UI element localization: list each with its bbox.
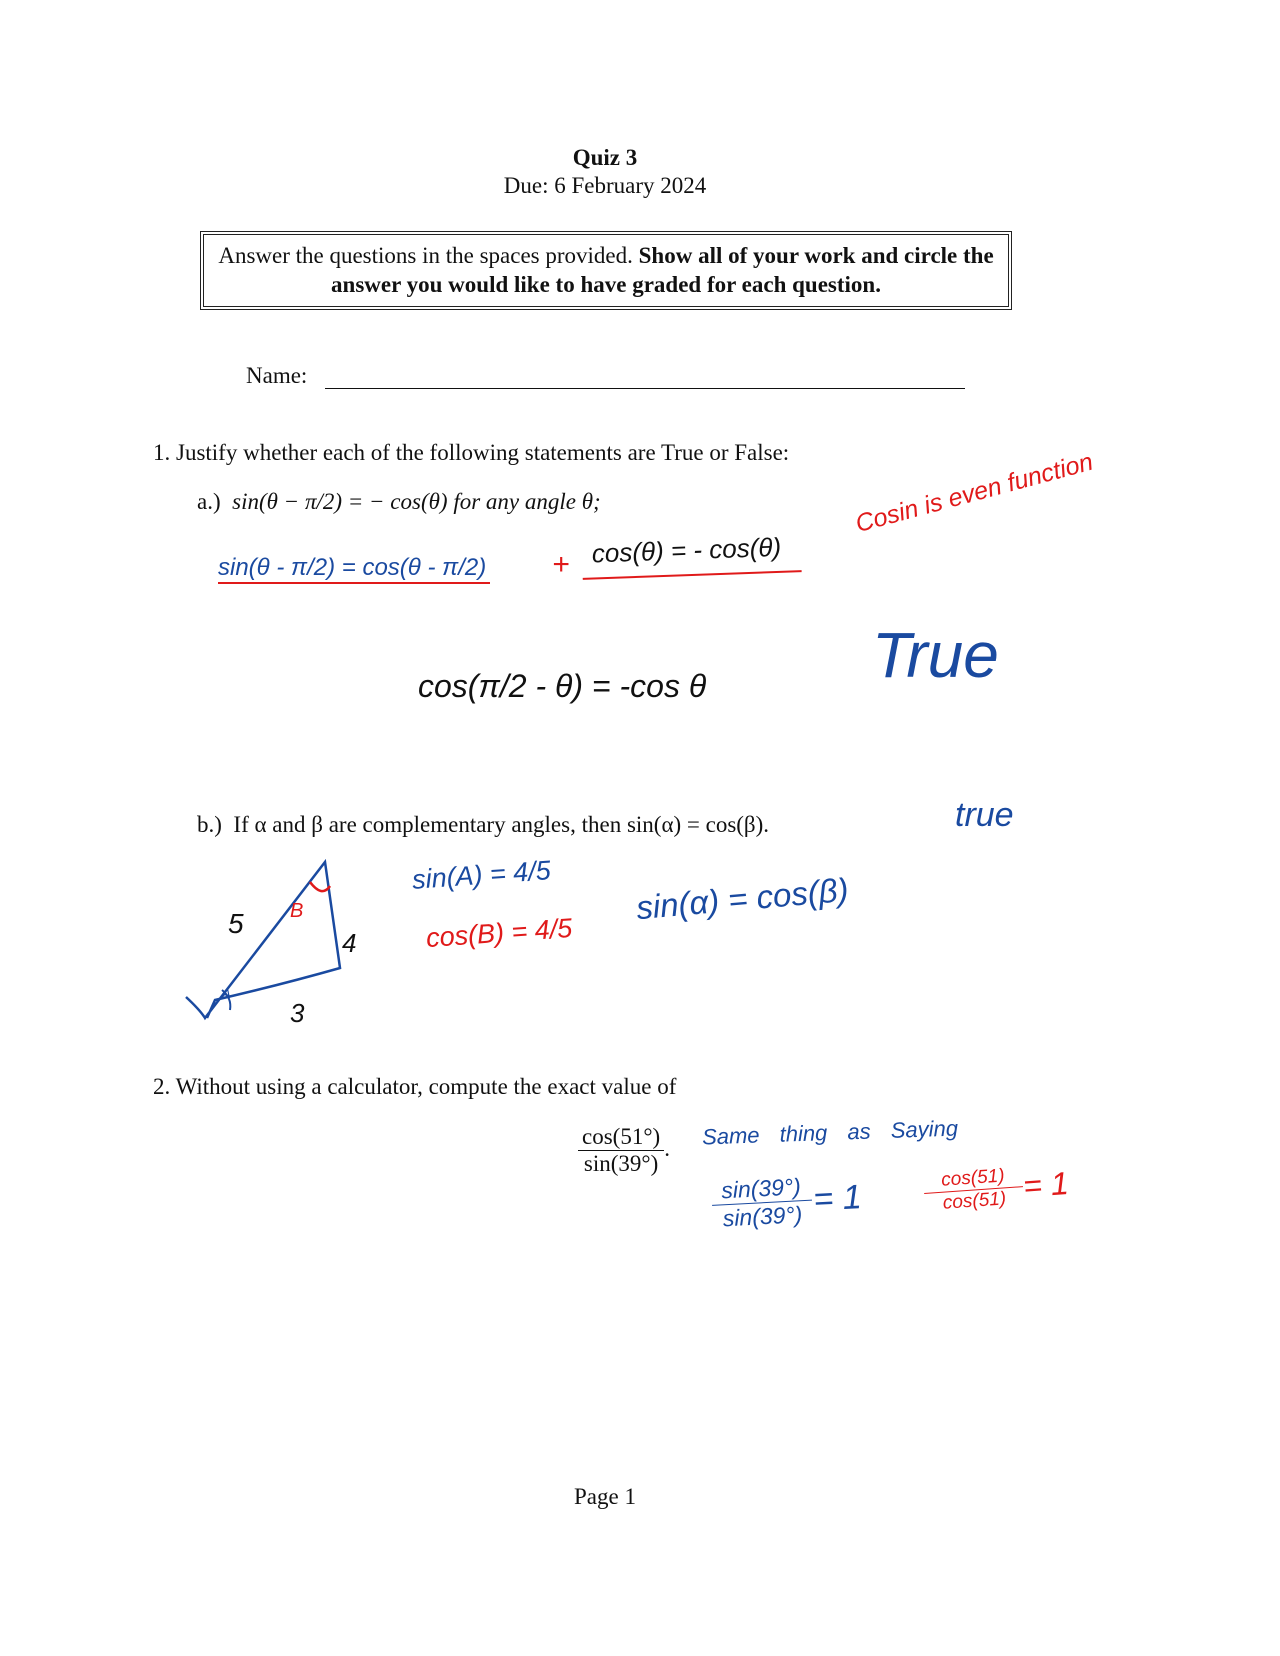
instructions-bold: Show all of your work and circle the answer you would like to have graded for each question. [331, 243, 994, 297]
q2-fraction: $\frac{\cos(51^\circ)}{\sin(39^\circ)}$ . [578, 1124, 670, 1177]
hw-identity: sin(α) = cos(β) [634, 870, 850, 927]
hw-blue-den: sin(39°) [722, 1201, 803, 1232]
hw-sinA: sin(A) = 4/5 [411, 855, 552, 895]
q2-numerator: cos(51°) [578, 1124, 664, 1151]
q2-denominator: sin(39°) [583, 1151, 659, 1176]
q1a-label: a.) [197, 489, 221, 514]
hw-plus: + [552, 548, 570, 581]
q1a-text: sin(θ − π/2) = − cos(θ) for any angle θ; [232, 489, 601, 514]
name-label: Name: [246, 363, 308, 388]
hw-note-same-thing: Same thing as Saying [701, 1115, 959, 1150]
hw-blue-num: sin(39°) [711, 1173, 812, 1206]
q1b-text: If α and β are complementary angles, then sin(α) = cos(β). [233, 812, 770, 837]
page-number: Page 1 [574, 1484, 636, 1509]
q1b-label: b.) [197, 812, 222, 837]
hw-cosB: cos(B) = 4/5 [425, 912, 574, 954]
side-opp-label: 4 [342, 928, 357, 958]
side-adj-label: 3 [290, 998, 305, 1028]
triangle-shape [186, 862, 340, 1018]
hw-red-num: cos(51) [923, 1164, 1024, 1194]
due-date: Due: 6 February 2024 [503, 173, 707, 198]
hw-answer-b: true [955, 796, 1014, 834]
side-hyp-label: 5 [228, 908, 244, 939]
hw-line1-right: cos(θ) = - cos(θ) [581, 531, 802, 580]
angle-b-label: B [290, 900, 304, 922]
hw-line2: cos(π/2 - θ) = -cos θ [418, 668, 707, 704]
q2-prompt: 2. Without using a calculator, compute the exact value of [153, 1074, 677, 1099]
quiz-title: Quiz 3 [572, 145, 638, 170]
angle-a-label: A [222, 986, 231, 1001]
hw-blue-result: = 1 [812, 1178, 863, 1219]
hw-answer-a: True [872, 619, 999, 691]
hw-note-cosine-even: Cosin is even function [852, 447, 1097, 539]
hw-line1-left: sin(θ - π/2) = cos(θ - π/2) [218, 554, 490, 584]
hw-red-result: = 1 [1022, 1164, 1070, 1205]
instructions-plain: Answer the questions in the spaces provided. [218, 243, 633, 268]
hw-blue-fraction [711, 1170, 863, 1233]
q1-prompt: 1. Justify whether each of the following statements are True or False: [153, 440, 790, 465]
hw-red-den: cos(51) [942, 1188, 1007, 1214]
